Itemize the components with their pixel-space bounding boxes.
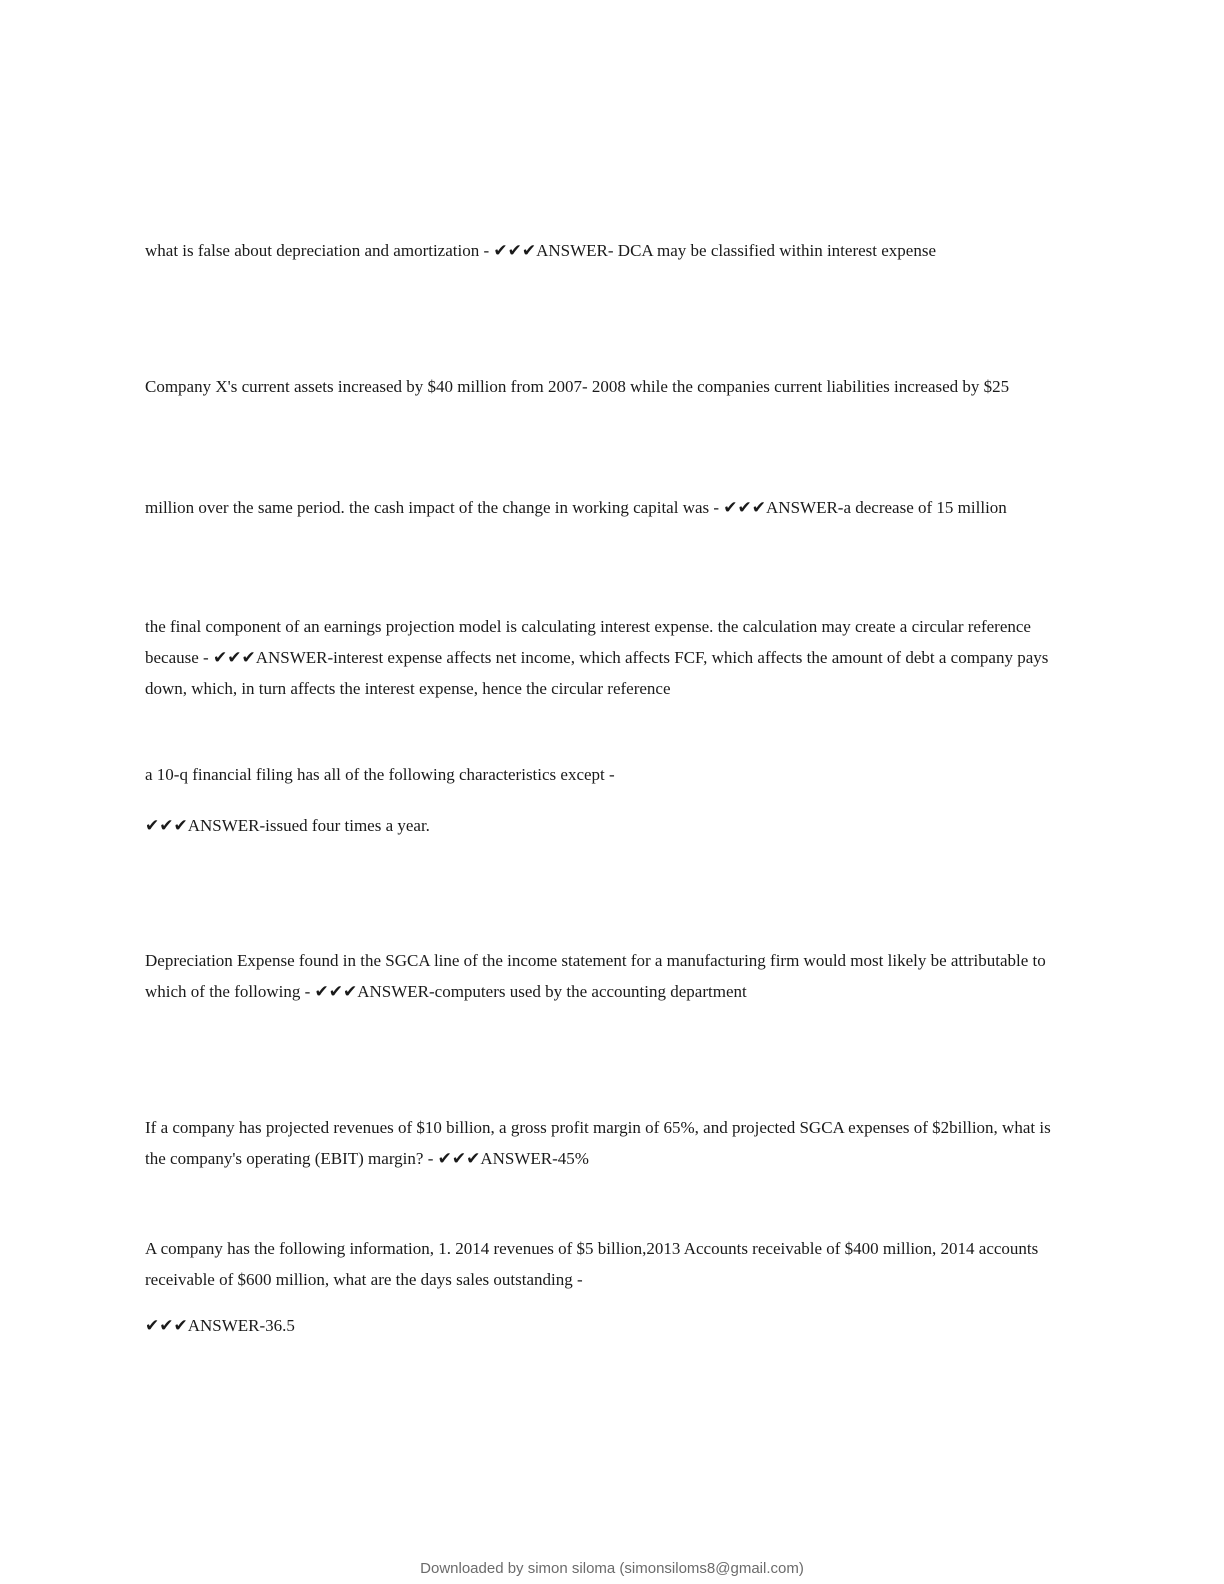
download-footer: Downloaded by simon siloma (simonsiloms8@gmail.com) — [420, 1560, 804, 1577]
qa-depreciation-amortization: what is false about depreciation and amortization - ✔✔✔ANSWER- DCA may be classified within interest expense — [145, 241, 936, 260]
qa-circular-reference: the final component of an earnings projection model is calculating interest expense. the calculation may create a circular reference because - ✔✔✔ANSWER-interest expense affects net income, which affects FCF, which affects the amount of debt a company pays down, which, in turn affects the interest expense, hence the circular reference — [145, 617, 1049, 698]
qa-dso-question: A company has the following information, 1. 2014 revenues of $5 billion,2013 Accounts receivable of $400 million, 2014 accounts receivable of $600 million, what are the days sales outstanding - — [145, 1239, 1039, 1289]
qa-10q-answer: ✔✔✔ANSWER-issued four times a year. — [145, 816, 430, 835]
qa-depreciation-sgca: Depreciation Expense found in the SGCA line of the income statement for a manufacturing firm would most likely be attributable to which of the following - ✔✔✔ANSWER-computers used by the accounting department — [145, 951, 1046, 1001]
qa-10q-question: a 10-q financial filing has all of the following characteristics except - — [145, 765, 615, 784]
qa-dso-answer: ✔✔✔ANSWER-36.5 — [145, 1316, 295, 1335]
qa-working-capital-answer: million over the same period. the cash impact of the change in working capital was - ✔✔✔ANSWER-a decrease of 15 million — [145, 498, 1007, 517]
qa-ebit-margin: If a company has projected revenues of $10 billion, a gross profit margin of 65%, and projected SGCA expenses of $2billion, what is the company's operating (EBIT) margin? - ✔✔✔ANSWER-45% — [145, 1118, 1051, 1168]
qa-working-capital-question: Company X's current assets increased by $40 million from 2007- 2008 while the companies current liabilities increased by $25 — [145, 377, 1010, 396]
